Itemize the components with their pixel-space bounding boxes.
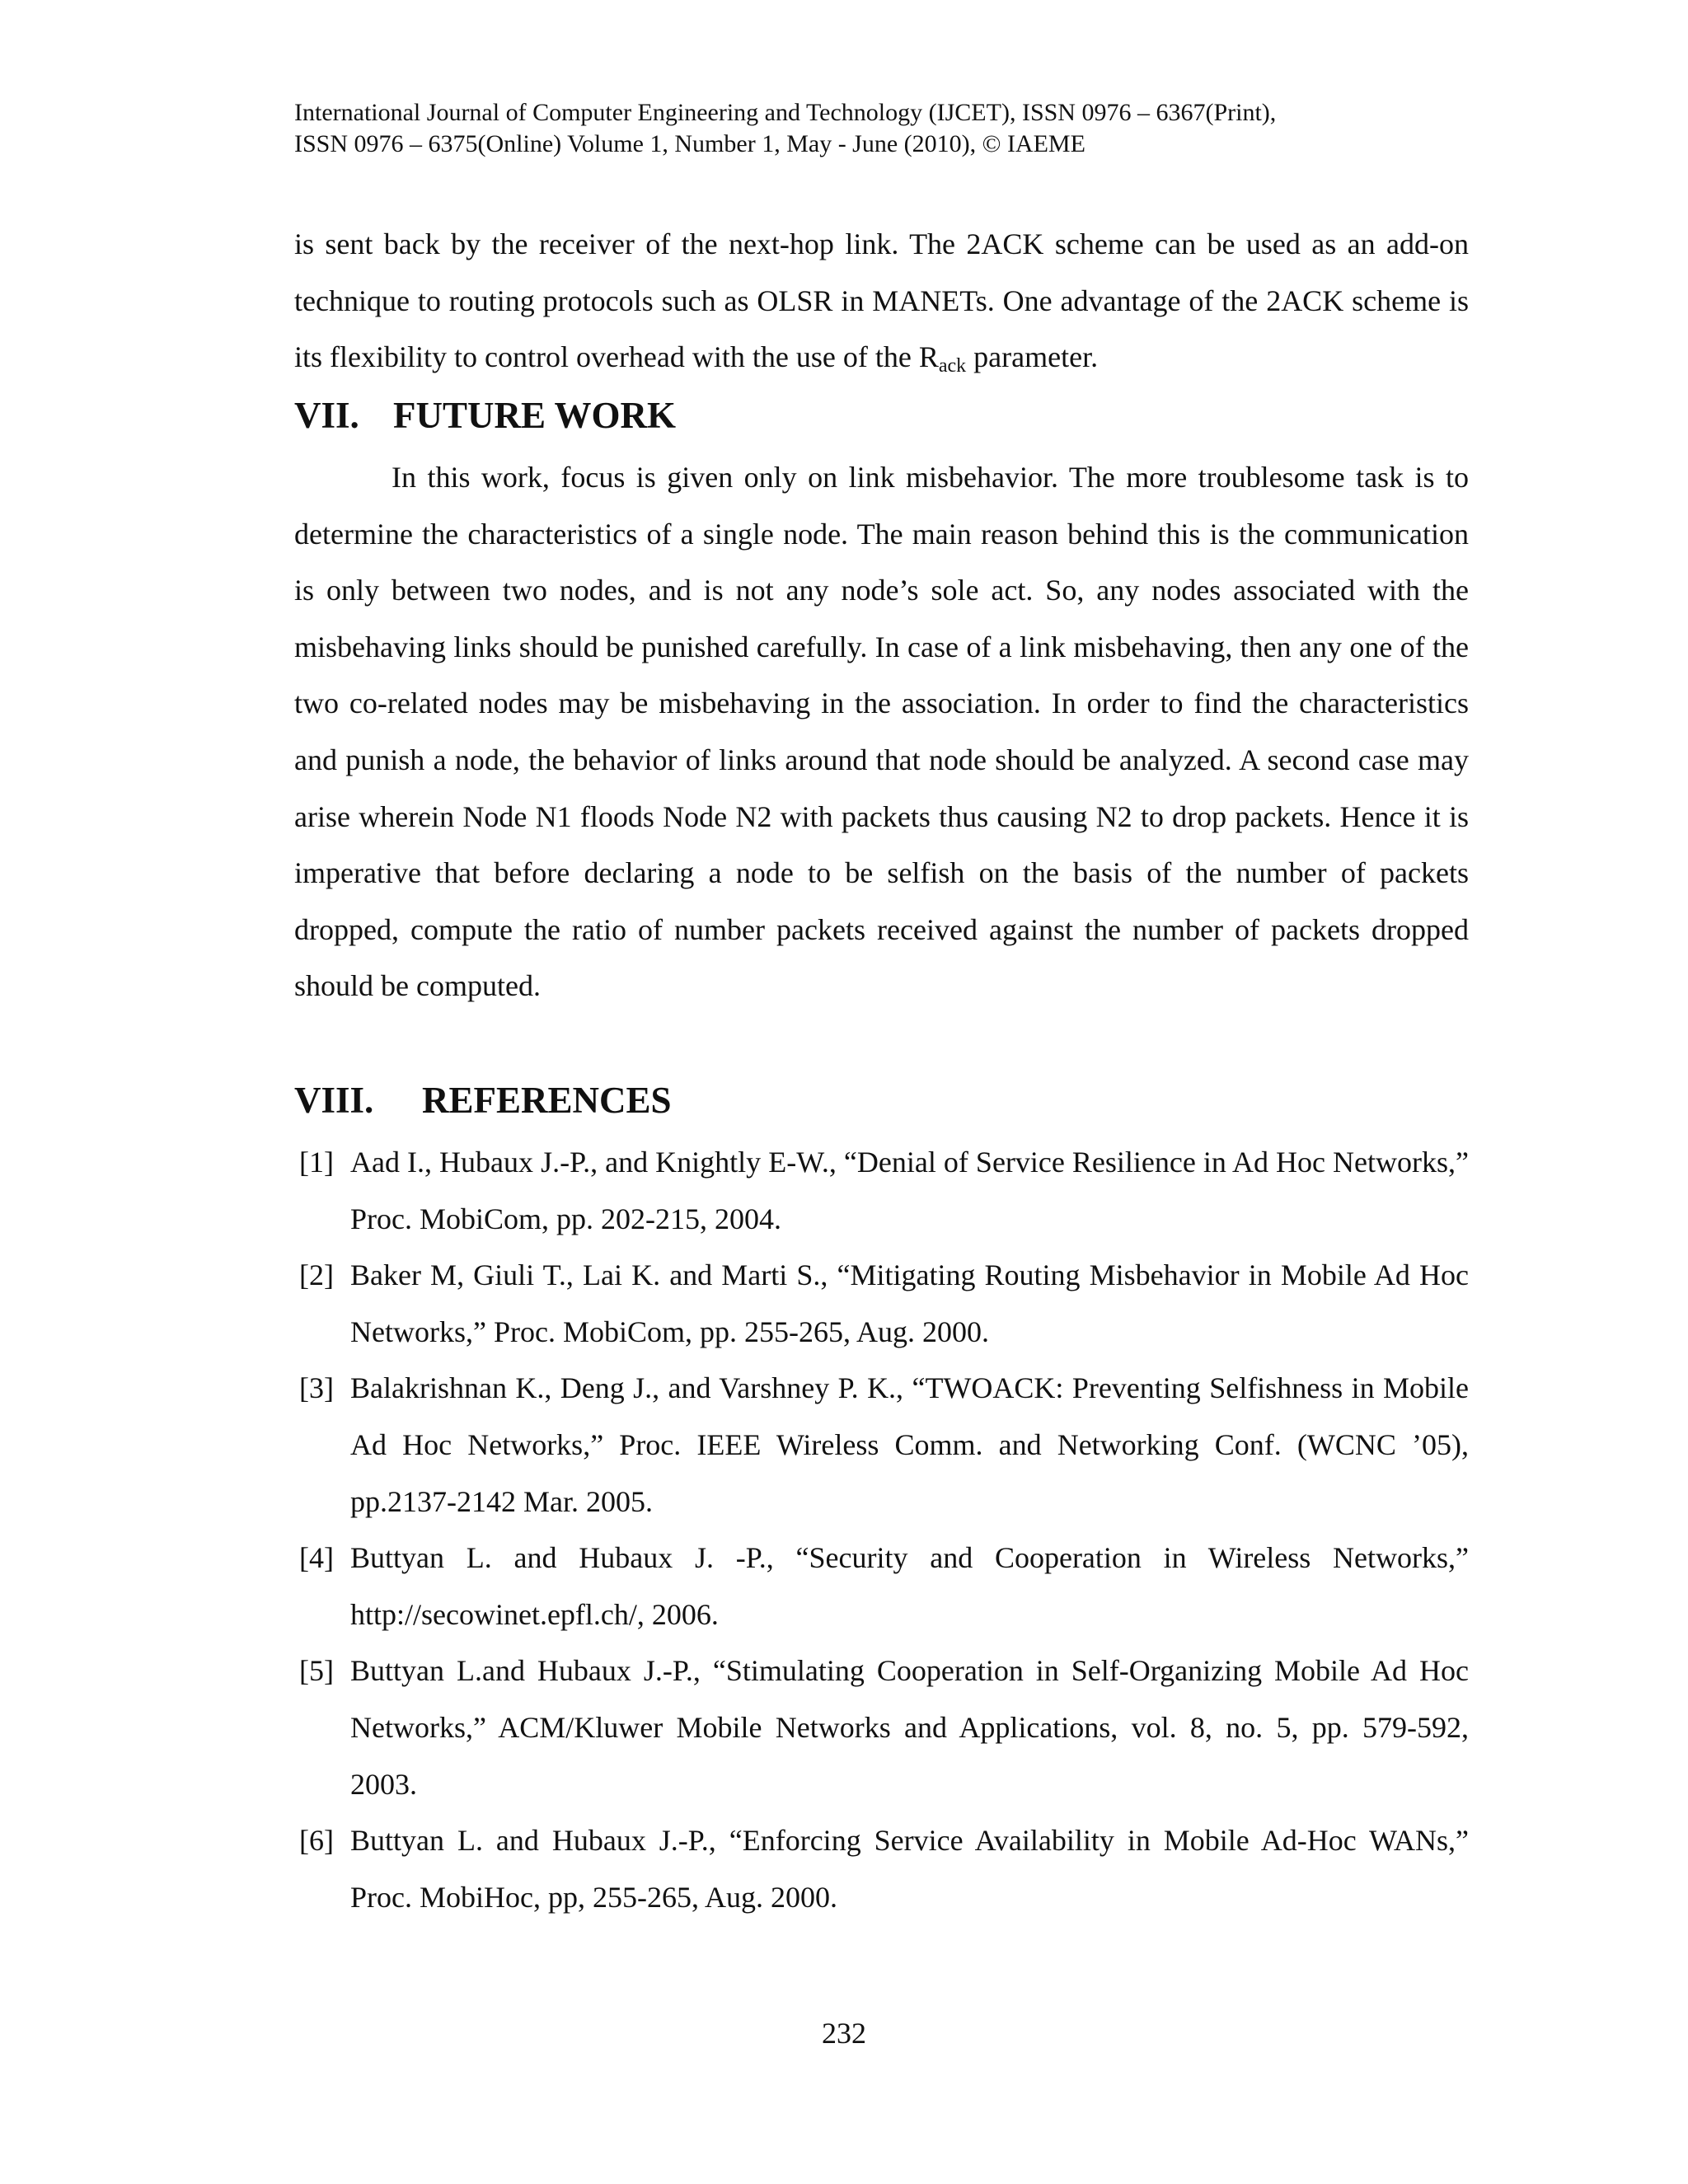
rack-subscript: ack bbox=[938, 355, 967, 377]
section-title: REFERENCES bbox=[422, 1080, 672, 1121]
reference-list bbox=[299, 1134, 1469, 1925]
section-number: VII. bbox=[294, 395, 359, 436]
page-number: 232 bbox=[822, 2017, 866, 2050]
reference-item bbox=[299, 1643, 1469, 1812]
reference-text: Balakrishnan K., Deng J., and Varshney P. K., “TWOACK: Preventing Selfishness in Mobile Ad Hoc Networks,” Proc. IEEE Wireless Comm. and Networking Conf. (WCNC ’05), pp.2137-2142 Mar. 2005. bbox=[350, 1371, 1469, 1518]
running-header bbox=[294, 97, 1465, 160]
reference-item bbox=[299, 1812, 1469, 1925]
future-work-paragraph: In this work, focus is given only on link misbehavior. The more troublesome task is to determine the characteristics of a single node. The main reason behind this is the communication is only between two nodes, and is not any node’s sole act. So, any nodes associated with the misbehaving links should be punished carefully. In case of a link misbehaving, then any one of the two co-related nodes may be misbehaving in the association. In order to find the characteristics and punish a node, the behavior of links around that node should be analyzed. A second case may arise wherein Node N1 floods Node N2 with packets thus causing N2 to drop packets. Hence it is imperative that before declaring a node to be selfish on the basis of the number of packets dropped, compute the ratio of number packets received against the number of packets dropped should be computed. bbox=[294, 461, 1469, 1003]
section-number: VIII. bbox=[294, 1080, 374, 1121]
reference-label: [4] bbox=[299, 1541, 334, 1575]
reference-text: Buttyan L. and Hubaux J.-P., “Enforcing Service Availability in Mobile Ad-Hoc WANs,” Proc. MobiHoc, pp, 255-265, Aug. 2000. bbox=[350, 1824, 1469, 1914]
reference-text: Aad I., Hubaux J.-P., and Knightly E-W., “Denial of Service Resilience in Ad Hoc Networks,” Proc. MobiCom, pp. 202-215, 2004. bbox=[350, 1146, 1469, 1235]
reference-item bbox=[299, 1247, 1469, 1360]
reference-label: [6] bbox=[299, 1824, 334, 1858]
reference-text: Baker M, Giuli T., Lai K. and Marti S., “Mitigating Routing Misbehavior in Mobile Ad Hoc Networks,” Proc. MobiCom, pp. 255-265, Aug. 2000. bbox=[350, 1258, 1469, 1348]
reference-text: Buttyan L.and Hubaux J.-P., “Stimulating Cooperation in Self-Organizing Mobile Ad Hoc Networks,” ACM/Kluwer Mobile Networks and Applications, vol. 8, no. 5, pp. 579-592, 2003. bbox=[350, 1654, 1469, 1801]
reference-item bbox=[299, 1530, 1469, 1643]
reference-text: Buttyan L. and Hubaux J. -P., “Security and Cooperation in Wireless Networks,” http://secowinet.epfl.ch/, 2006. bbox=[350, 1541, 1469, 1631]
section-heading-future-work bbox=[294, 392, 676, 438]
reference-label: [2] bbox=[299, 1258, 334, 1292]
intro-paragraph bbox=[294, 216, 1469, 386]
section-heading-references bbox=[294, 1077, 672, 1123]
reference-item bbox=[299, 1134, 1469, 1247]
reference-label: [3] bbox=[299, 1371, 334, 1405]
header-line-1: International Journal of Computer Engineering and Technology (IJCET), ISSN 0976 – 6367(Print), bbox=[294, 99, 1277, 126]
reference-label: [1] bbox=[299, 1146, 334, 1179]
intro-text-end: parameter. bbox=[966, 340, 1099, 374]
section-title: FUTURE WORK bbox=[393, 395, 676, 436]
header-line-2: ISSN 0976 – 6375(Online) Volume 1, Number 1, May - June (2010), © IAEME bbox=[294, 130, 1085, 157]
reference-item bbox=[299, 1360, 1469, 1530]
reference-label: [5] bbox=[299, 1654, 334, 1688]
intro-text: is sent back by the receiver of the next-hop link. The 2ACK scheme can be used as an add-on technique to routing protocols such as OLSR in MANETs. One advantage of the 2ACK scheme is its flexibility to control overhead with the use of the R bbox=[294, 227, 1469, 374]
